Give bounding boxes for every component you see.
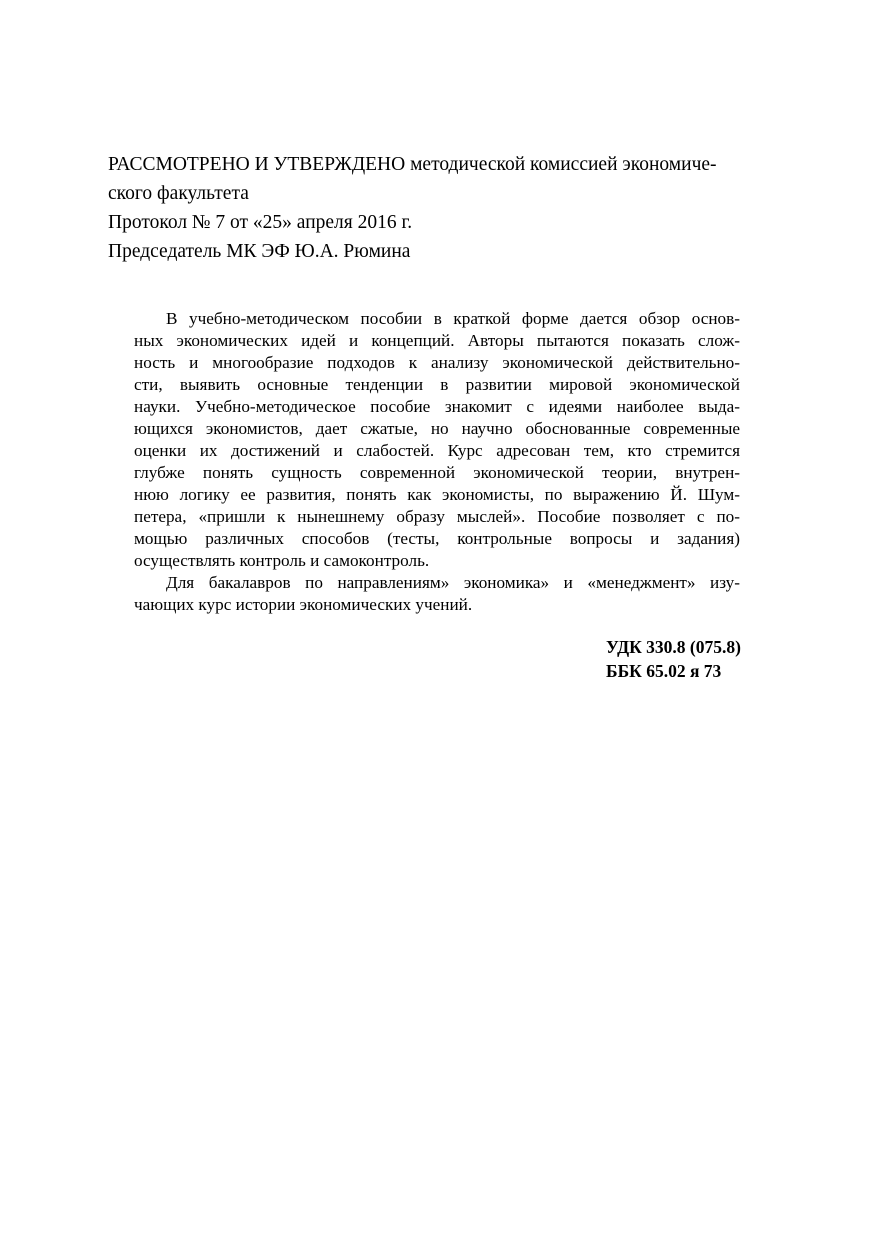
- abstract-line: глубже понять сущность современной экономической теории, внутрен-: [134, 463, 740, 482]
- abstract-line: сти, выявить основные тенденции в развитии мировой экономической: [134, 375, 740, 394]
- abstract-line: осуществлять контроль и самоконтроль.: [134, 551, 430, 570]
- abstract-line: науки. Учебно-методическое пособие знакомит с идеями наиболее выда-: [134, 397, 740, 416]
- audience-line: чающих курс истории экономических учений.: [134, 595, 473, 614]
- approval-line-1: РАССМОТРЕНО И УТВЕРЖДЕНО методической комиссией экономиче-: [108, 154, 717, 175]
- protocol-line: Протокол № 7 от «25» апреля 2016 г.: [108, 212, 413, 233]
- audience-line: Для бакалавров по направлениям» экономика» и «менеджмент» изу-: [166, 573, 740, 592]
- bbk-code: ББК 65.02 я 73: [606, 661, 722, 681]
- abstract-line: В учебно-методическом пособии в краткой форме дается обзор основ-: [166, 309, 740, 328]
- abstract-line: нюю логику ее развития, понять как экономисты, по выражению Й. Шум-: [134, 485, 740, 504]
- abstract-line: оценки их достижений и слабостей. Курс адресован тем, кто стремится: [134, 441, 740, 460]
- abstract-block: [134, 308, 740, 616]
- abstract-line: мощью различных способов (тесты, контрольные вопросы и задания): [134, 529, 740, 548]
- approval-block: [108, 150, 778, 266]
- classification-block: [606, 635, 741, 683]
- abstract-line: ных экономических идей и концепций. Авторы пытаются показать слож-: [134, 331, 740, 350]
- chair-line: Председатель МК ЭФ Ю.А. Рюмина: [108, 241, 411, 262]
- abstract-line: ность и многообразие подходов к анализу экономической действительно-: [134, 353, 740, 372]
- abstract-line: петера, «пришли к нынешнему образу мыслей». Пособие позволяет с по-: [134, 507, 740, 526]
- approval-line-2: ского факультета: [108, 183, 249, 204]
- udk-code: УДК 330.8 (075.8): [606, 637, 741, 657]
- abstract-line: ющихся экономистов, дает сжатые, но научно обоснованные современные: [134, 419, 740, 438]
